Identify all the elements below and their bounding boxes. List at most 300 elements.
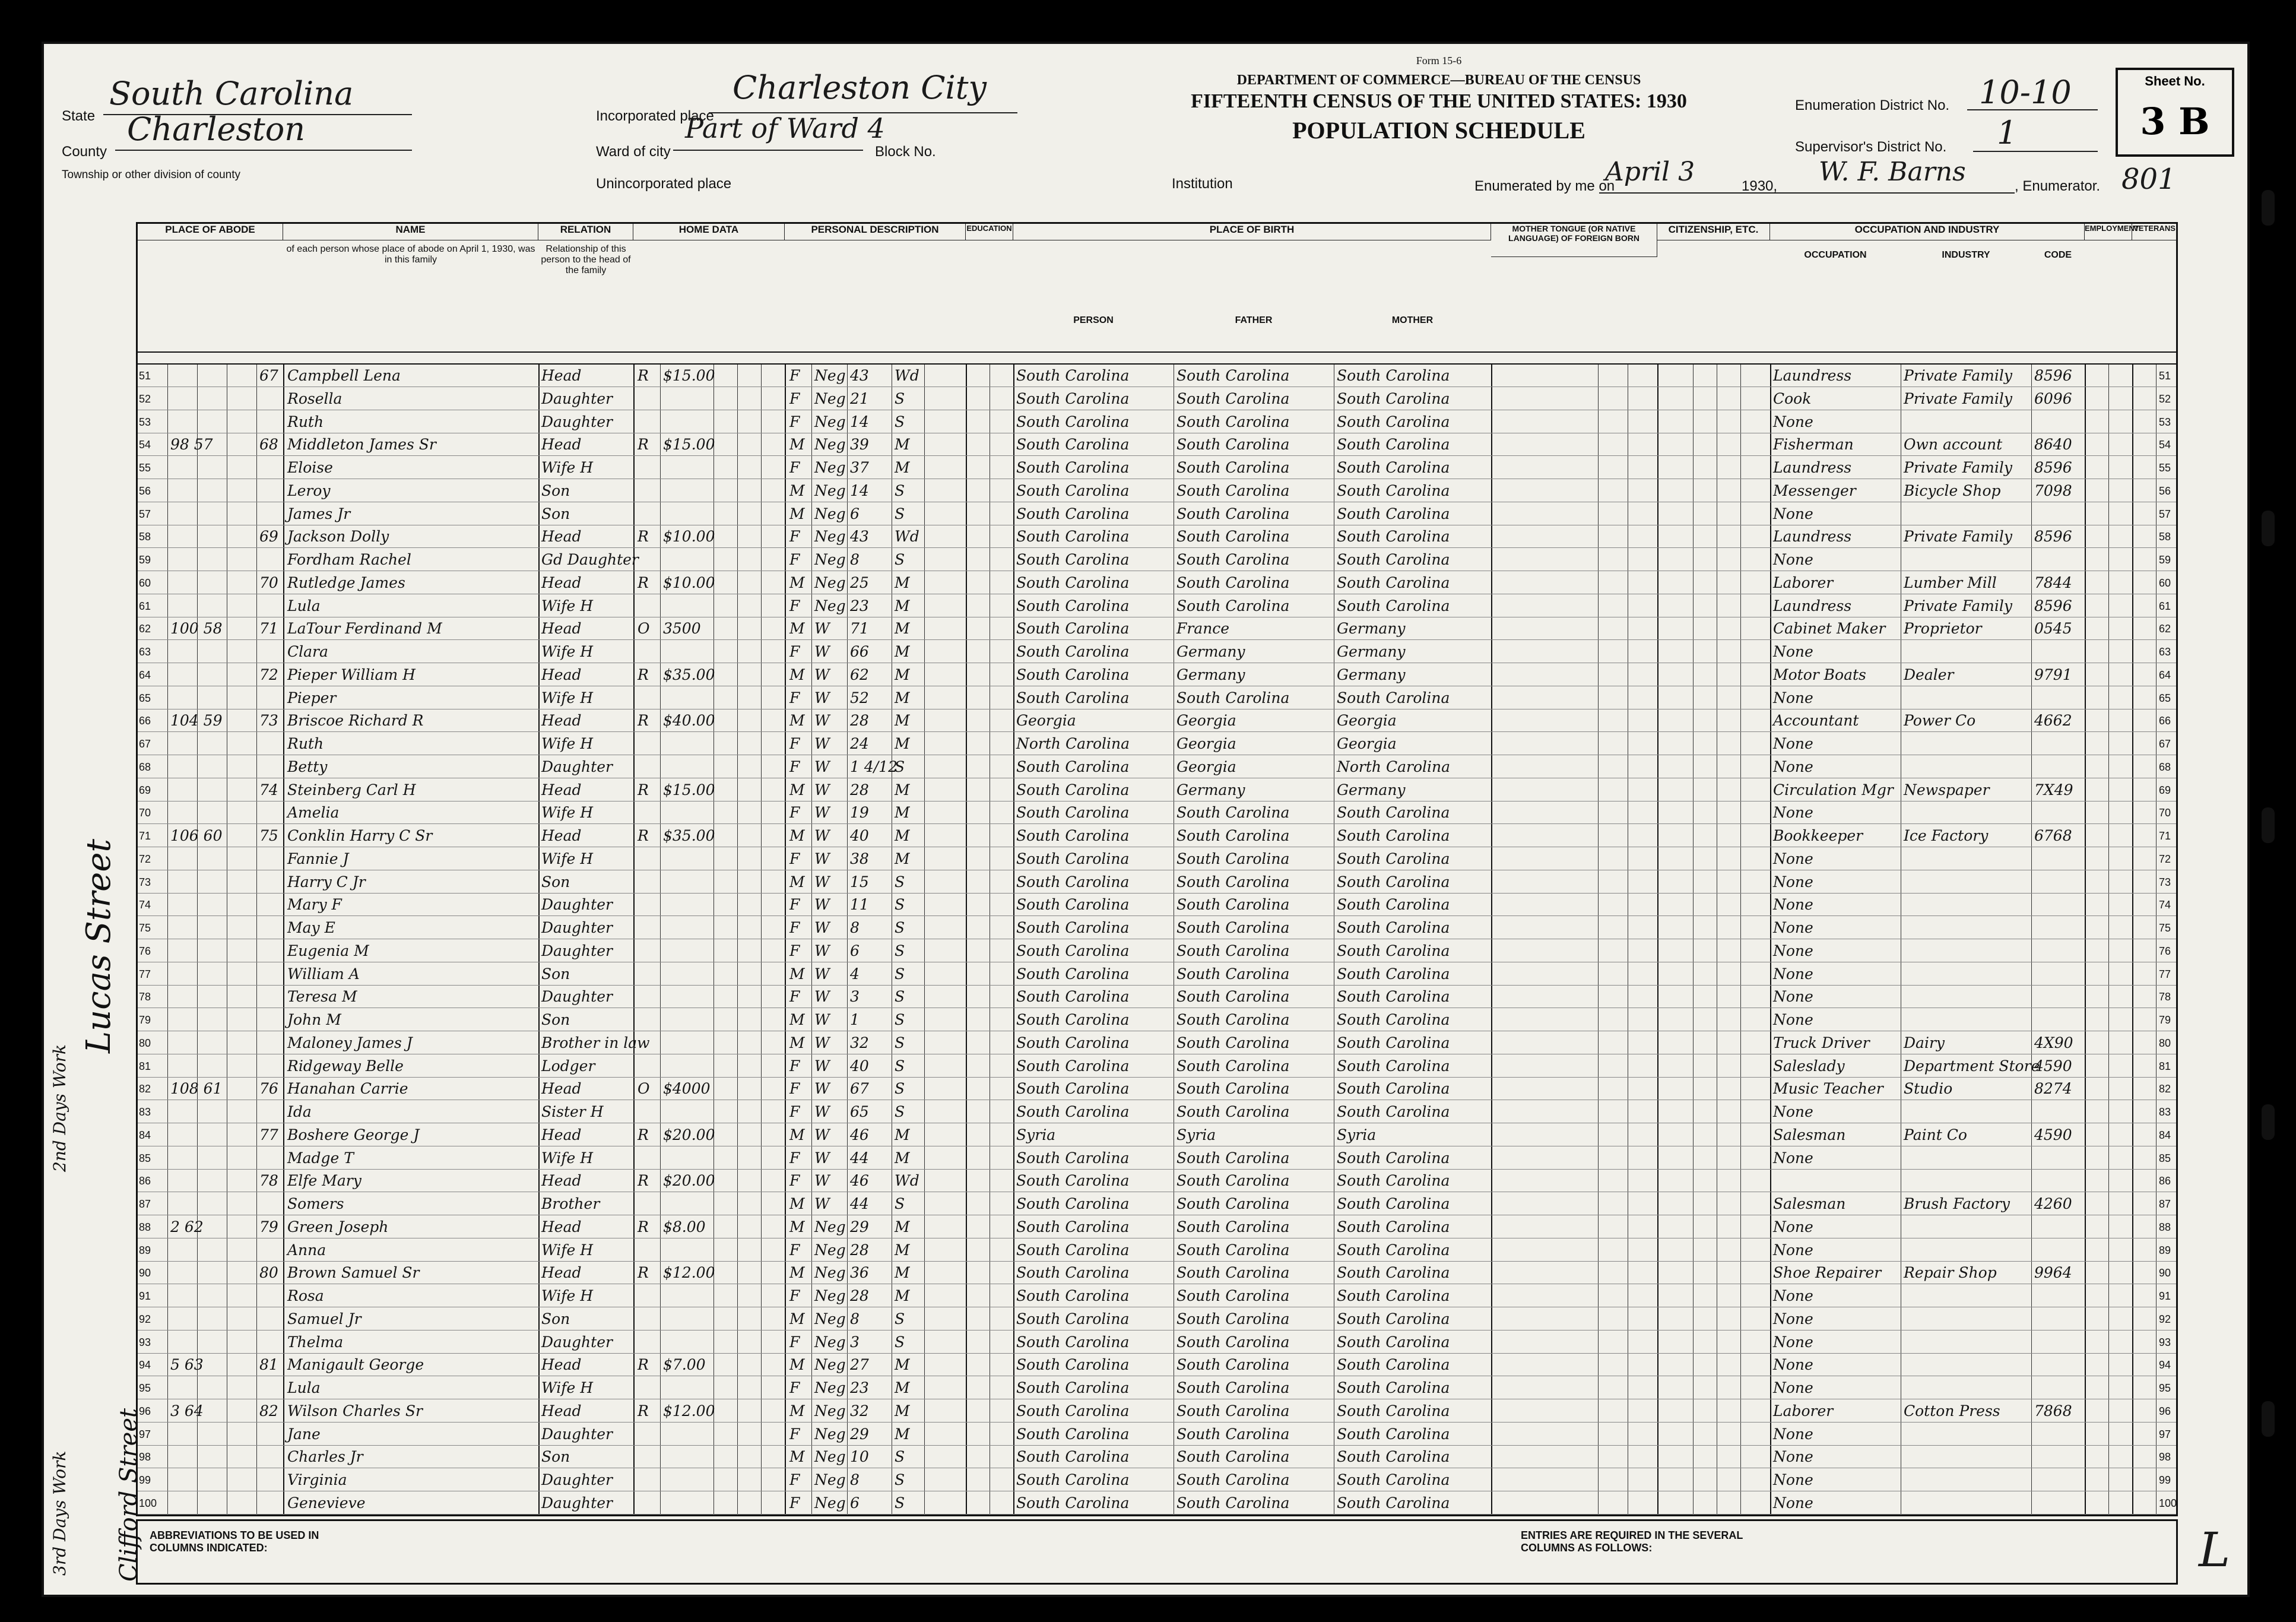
table-row	[138, 963, 2176, 986]
cell-n: 89	[139, 1244, 151, 1256]
cell-mar: S	[895, 758, 905, 775]
cell-ind: Brush Factory	[1904, 1195, 2010, 1212]
schedule-title: POPULATION SCHEDULE	[1292, 117, 1585, 144]
cell-n: 94	[139, 1359, 151, 1371]
cell-age: 8	[850, 1310, 860, 1328]
enumerated-date: April 3	[1605, 157, 1695, 187]
cell-name: Rosella	[287, 389, 343, 407]
cell-val: $40.00	[663, 712, 715, 730]
cell-fbp: South Carolina	[1176, 1425, 1290, 1443]
cell-race: W	[814, 1126, 830, 1143]
cell-race: W	[814, 1057, 830, 1075]
cell-bp: South Carolina	[1016, 1149, 1130, 1167]
cell-race: W	[814, 712, 830, 730]
cell-race: W	[814, 850, 830, 867]
cell-fbp: South Carolina	[1176, 896, 1290, 914]
cell-sex: M	[789, 1356, 805, 1374]
cell-sex: F	[789, 804, 800, 822]
cell-occ: None	[1773, 896, 1813, 914]
cell-code: 8596	[2034, 528, 2072, 546]
cell-race: Neg	[814, 1379, 846, 1396]
cell-n: 79	[139, 1014, 151, 1026]
cell-fam: 82	[259, 1402, 278, 1420]
cell-n: 71	[139, 830, 151, 842]
cell-bp: South Carolina	[1016, 620, 1130, 638]
cell-code: 4590	[2034, 1057, 2072, 1075]
cell-mar: M	[895, 1126, 910, 1143]
cell-mbp: South Carolina	[1337, 1379, 1450, 1396]
cell-fbp: South Carolina	[1176, 389, 1290, 407]
cell-fam: 79	[259, 1218, 278, 1235]
cell-sex: F	[789, 1287, 800, 1304]
cell-line-number-right: 54	[2159, 439, 2171, 451]
table-row	[138, 365, 2176, 387]
cell-line-number-right: 76	[2159, 945, 2171, 957]
cell-bp: South Carolina	[1016, 1471, 1130, 1488]
cell-race: W	[814, 1103, 830, 1120]
cell-mbp: South Carolina	[1337, 551, 1450, 568]
cell-fbp: South Carolina	[1176, 1149, 1290, 1167]
cell-fbp: South Carolina	[1176, 1011, 1290, 1028]
cell-n: 84	[139, 1129, 151, 1141]
cell-sex: F	[789, 1172, 800, 1190]
cell-sex: F	[789, 689, 800, 707]
cell-fbp: South Carolina	[1176, 1241, 1290, 1259]
cell-ind: Own account	[1904, 436, 2003, 454]
cell-n: 87	[139, 1198, 151, 1210]
cell-name: Ridgeway Belle	[287, 1057, 404, 1075]
cell-sex: M	[789, 1448, 805, 1466]
cell-code: 4590	[2034, 1126, 2072, 1143]
cell-mar: S	[895, 1080, 905, 1098]
cell-bp: South Carolina	[1016, 942, 1130, 959]
cell-rel: Head	[541, 1218, 582, 1235]
cell-line-number-right: 67	[2159, 738, 2171, 750]
cell-line-number-right: 81	[2159, 1060, 2171, 1072]
cell-n: 85	[139, 1152, 151, 1164]
cell-occ: Cabinet Maker	[1773, 620, 1886, 638]
cell-fbp: South Carolina	[1176, 1310, 1290, 1328]
cell-bp: Syria	[1016, 1126, 1056, 1143]
ward-value: Part of Ward 4	[685, 112, 885, 144]
cell-rel: Daughter	[541, 389, 613, 407]
cell-name: Pieper William H	[287, 666, 416, 683]
cell-own: R	[638, 367, 649, 384]
cell-name: Harry C Jr	[287, 873, 366, 891]
table-row	[138, 1308, 2176, 1330]
cell-race: W	[814, 804, 830, 822]
cell-line-number-right: 80	[2159, 1037, 2171, 1049]
cell-name: James Jr	[287, 505, 351, 522]
cell-name: Briscoe Richard R	[287, 712, 424, 730]
table-row	[138, 1170, 2176, 1192]
county-underline	[115, 150, 412, 151]
cell-mbp: South Carolina	[1337, 1356, 1450, 1374]
cell-sex: F	[789, 942, 800, 959]
cell-bp: South Carolina	[1016, 758, 1130, 775]
cell-code: 6096	[2034, 389, 2072, 407]
cell-occ: Cook	[1773, 389, 1812, 407]
enum-district-underline	[1967, 109, 2098, 110]
cell-race: Neg	[814, 1402, 846, 1420]
cell-name: Eugenia M	[287, 942, 369, 959]
cell-sex: F	[789, 1379, 800, 1396]
group-name: NAME	[283, 224, 538, 240]
cell-rel: Head	[541, 1080, 582, 1098]
cell-own: O	[638, 620, 650, 638]
cell-own: R	[638, 1356, 649, 1374]
cell-fbp: France	[1176, 620, 1230, 638]
cell-fbp: South Carolina	[1176, 1356, 1290, 1374]
cell-n: 78	[139, 991, 151, 1003]
cell-n: 92	[139, 1313, 151, 1325]
cell-name: Hanahan Carrie	[287, 1080, 408, 1098]
margin-note-2nd-day: 2nd Days Work	[50, 1044, 69, 1172]
cell-bp: South Carolina	[1016, 1057, 1130, 1075]
cell-rel: Head	[541, 574, 582, 591]
cell-fam: 80	[259, 1264, 278, 1282]
cell-sex: F	[789, 1080, 800, 1098]
cell-race: Neg	[814, 1471, 846, 1488]
cell-name: Lula	[287, 597, 321, 614]
cell-age: 23	[850, 1379, 869, 1396]
cell-val: $7.00	[663, 1356, 706, 1374]
cell-ind: Private Family	[1904, 528, 2012, 546]
cell-line-number-right: 86	[2159, 1175, 2171, 1187]
cell-age: 36	[850, 1264, 869, 1282]
cell-mar: M	[895, 620, 910, 638]
cell-dw: 100 58	[170, 620, 223, 638]
cell-mar: M	[895, 1149, 910, 1167]
cell-val: $20.00	[663, 1126, 715, 1143]
cell-bp: South Carolina	[1016, 574, 1130, 591]
cell-race: W	[814, 643, 830, 660]
cell-val: $35.00	[663, 666, 715, 683]
cell-occ: None	[1773, 505, 1813, 522]
cell-sex: F	[789, 597, 800, 614]
cell-line-number-right: 71	[2159, 830, 2171, 842]
cell-sex: F	[789, 1333, 800, 1351]
cell-line-number-right: 51	[2159, 370, 2171, 382]
cell-fbp: South Carolina	[1176, 1448, 1290, 1466]
cell-occ: Music Teacher	[1773, 1080, 1883, 1098]
cell-occ: Laundress	[1773, 459, 1852, 476]
cell-occ: None	[1773, 413, 1813, 430]
table-row	[138, 480, 2176, 502]
cell-fbp: South Carolina	[1176, 1287, 1290, 1304]
enum-district-value: 10-10	[1979, 74, 2072, 111]
cell-ind: Power Co	[1904, 712, 1976, 730]
cell-val: 3500	[663, 620, 701, 638]
cell-age: 11	[850, 896, 869, 914]
cell-age: 14	[850, 413, 869, 430]
cell-line-number-right: 100	[2159, 1497, 2177, 1509]
cell-name: Madge T	[287, 1149, 354, 1167]
cell-name: John M	[287, 1011, 341, 1028]
cell-occ: None	[1773, 551, 1813, 568]
group-home: HOME DATA	[633, 224, 785, 240]
cell-fam: 70	[259, 574, 278, 591]
cell-code: 4662	[2034, 712, 2072, 730]
cell-age: 4	[850, 965, 860, 983]
cell-mbp: South Carolina	[1337, 574, 1450, 591]
cell-mar: S	[895, 988, 905, 1006]
cell-sex: F	[789, 643, 800, 660]
cell-fbp: Georgia	[1176, 758, 1236, 775]
cell-code: 6768	[2034, 827, 2072, 844]
cell-own: R	[638, 528, 649, 546]
cell-occ: Shoe Repairer	[1773, 1264, 1882, 1282]
punch-hole	[2262, 511, 2275, 546]
cell-race: W	[814, 919, 830, 936]
cell-name: Ruth	[287, 413, 324, 430]
cell-name: Eloise	[287, 459, 333, 476]
table-row	[138, 457, 2176, 479]
cell-occ: Accountant	[1773, 712, 1859, 730]
cell-fbp: South Carolina	[1176, 367, 1290, 384]
cell-race: Neg	[814, 1241, 846, 1259]
cell-line-number-right: 52	[2159, 392, 2171, 405]
cell-ind: Repair Shop	[1904, 1264, 1997, 1282]
cell-mar: S	[895, 1471, 905, 1488]
cell-mar: S	[895, 873, 905, 891]
cell-line-number-right: 59	[2159, 554, 2171, 566]
cell-age: 38	[850, 850, 869, 867]
cell-n: 97	[139, 1428, 151, 1440]
cell-rel: Brother	[541, 1195, 600, 1212]
cell-val: $10.00	[663, 528, 715, 546]
state-label: State	[62, 108, 96, 124]
cell-own: R	[638, 574, 649, 591]
cell-fbp: Germany	[1176, 781, 1245, 799]
cell-n: 55	[139, 462, 151, 474]
table-row	[138, 917, 2176, 939]
cell-n: 96	[139, 1405, 151, 1417]
cell-age: 37	[850, 459, 869, 476]
cell-race: W	[814, 620, 830, 638]
cell-n: 90	[139, 1267, 151, 1279]
cell-bp: South Carolina	[1016, 528, 1130, 546]
cell-race: W	[814, 1172, 830, 1190]
table-row	[138, 894, 2176, 916]
table-row	[138, 1492, 2176, 1515]
enumerator-label: , Enumerator.	[2015, 178, 2101, 194]
cell-occ: None	[1773, 942, 1813, 959]
cell-name: Pieper	[287, 689, 337, 707]
cell-occ: None	[1773, 873, 1813, 891]
cell-sex: F	[789, 735, 800, 752]
cell-race: W	[814, 896, 830, 914]
cell-own: R	[638, 781, 649, 799]
cell-age: 44	[850, 1195, 869, 1212]
cell-bp: South Carolina	[1016, 827, 1130, 844]
cell-code: 7868	[2034, 1402, 2072, 1420]
group-veterans: VETERANS	[2132, 224, 2177, 240]
cell-race: Neg	[814, 1425, 846, 1443]
cell-occ: Salesman	[1773, 1195, 1846, 1212]
cell-ind: Bicycle Shop	[1904, 481, 2001, 499]
cell-fbp: South Carolina	[1176, 1494, 1290, 1512]
cell-fbp: South Carolina	[1176, 1333, 1290, 1351]
cell-fam: 81	[259, 1356, 278, 1374]
cell-sex: F	[789, 988, 800, 1006]
table-row	[138, 1446, 2176, 1468]
cell-name: Fordham Rachel	[287, 551, 411, 568]
cell-name: May E	[287, 919, 335, 936]
cell-mbp: South Carolina	[1337, 1195, 1450, 1212]
cell-fbp: South Carolina	[1176, 1379, 1290, 1396]
cell-own: R	[638, 1402, 649, 1420]
cell-line-number-right: 95	[2159, 1382, 2171, 1394]
cell-bp: South Carolina	[1016, 505, 1130, 522]
cell-sex: M	[789, 1126, 805, 1143]
cell-ind: Private Family	[1904, 367, 2012, 384]
table-row	[138, 595, 2176, 617]
cell-bp: South Carolina	[1016, 1241, 1130, 1259]
cell-ind: Private Family	[1904, 459, 2012, 476]
cell-mar: S	[895, 1011, 905, 1028]
cell-rel: Daughter	[541, 919, 613, 936]
cell-name: Green Joseph	[287, 1218, 389, 1235]
cell-dw: 5 63	[170, 1356, 204, 1374]
cell-ind: Cotton Press	[1904, 1402, 2000, 1420]
cell-age: 40	[850, 1057, 869, 1075]
cell-sex: F	[789, 896, 800, 914]
cell-race: Neg	[814, 367, 846, 384]
cell-line-number-right: 79	[2159, 1014, 2171, 1026]
cell-line-number-right: 55	[2159, 462, 2171, 474]
cell-name: Betty	[287, 758, 328, 775]
cell-fbp: Syria	[1176, 1126, 1216, 1143]
cell-race: W	[814, 873, 830, 891]
cell-fam: 67	[259, 367, 278, 384]
cell-sex: M	[789, 873, 805, 891]
cell-ind: Private Family	[1904, 389, 2012, 407]
cell-occ: None	[1773, 1379, 1813, 1396]
cell-bp: South Carolina	[1016, 1080, 1130, 1098]
cell-rel: Brother in law	[541, 1034, 650, 1051]
cell-fam: 75	[259, 827, 278, 844]
cell-fbp: South Carolina	[1176, 1034, 1290, 1051]
occupation-header: OCCUPATION	[1804, 250, 1867, 260]
cell-n: 91	[139, 1290, 151, 1302]
cell-mar: M	[895, 689, 910, 707]
cell-rel: Son	[541, 505, 570, 522]
cell-rel: Daughter	[541, 988, 613, 1006]
cell-mbp: South Carolina	[1337, 988, 1450, 1006]
cell-rel: Daughter	[541, 1494, 613, 1512]
cell-race: Neg	[814, 1264, 846, 1282]
cell-mar: S	[895, 919, 905, 936]
cell-age: 8	[850, 919, 860, 936]
cell-mbp: South Carolina	[1337, 1057, 1450, 1075]
cell-n: 73	[139, 876, 151, 888]
cell-mbp: South Carolina	[1337, 1494, 1450, 1512]
cell-name: Manigault George	[287, 1356, 424, 1374]
cell-mar: M	[895, 804, 910, 822]
cell-race: Neg	[814, 528, 846, 546]
cell-mar: Wd	[895, 1172, 919, 1190]
cell-n: 54	[139, 439, 151, 451]
cell-fbp: South Carolina	[1176, 873, 1290, 891]
cell-sex: F	[789, 1425, 800, 1443]
cell-code: 4260	[2034, 1195, 2072, 1212]
cell-mar: M	[895, 459, 910, 476]
cell-code: 8596	[2034, 367, 2072, 384]
cell-bp: South Carolina	[1016, 919, 1130, 936]
cell-rel: Head	[541, 781, 582, 799]
cell-mbp: South Carolina	[1337, 1011, 1450, 1028]
cell-mar: S	[895, 896, 905, 914]
cell-sex: F	[789, 1103, 800, 1120]
cell-mar: M	[895, 1356, 910, 1374]
cell-n: 74	[139, 899, 151, 911]
cell-line-number-right: 90	[2159, 1267, 2171, 1279]
cell-bp: South Carolina	[1016, 1011, 1130, 1028]
cell-mbp: South Carolina	[1337, 481, 1450, 499]
cell-fbp: South Carolina	[1176, 919, 1290, 936]
table-row	[138, 848, 2176, 870]
cell-mar: S	[895, 389, 905, 407]
cell-sex: M	[789, 666, 805, 683]
cell-sex: F	[789, 551, 800, 568]
group-abode: PLACE OF ABODE	[138, 224, 283, 240]
table-row	[138, 1193, 2176, 1215]
cell-n: 66	[139, 715, 151, 727]
cell-n: 88	[139, 1221, 151, 1233]
cell-occ: None	[1773, 735, 1813, 752]
column-number-strip	[138, 351, 2176, 365]
cell-rel: Daughter	[541, 896, 613, 914]
cell-mbp: South Carolina	[1337, 1264, 1450, 1282]
cell-mar: M	[895, 1218, 910, 1235]
cell-mbp: South Carolina	[1337, 505, 1450, 522]
cell-line-number-right: 66	[2159, 715, 2171, 727]
cell-name: Mary F	[287, 896, 342, 914]
cell-fbp: South Carolina	[1176, 1218, 1290, 1235]
township-label: Township or other division of county	[62, 169, 240, 181]
cell-race: Neg	[814, 413, 846, 430]
cell-code: 8640	[2034, 436, 2072, 454]
cell-fbp: South Carolina	[1176, 413, 1290, 430]
cell-race: Neg	[814, 551, 846, 568]
cell-rel: Wife H	[541, 689, 594, 707]
cell-rel: Daughter	[541, 1425, 613, 1443]
cell-fbp: South Carolina	[1176, 965, 1290, 983]
corner-mark: L	[2199, 1522, 2231, 1577]
cell-mbp: South Carolina	[1337, 1218, 1450, 1235]
cell-own: R	[638, 436, 649, 454]
cell-sex: M	[789, 574, 805, 591]
cell-name: LaTour Ferdinand M	[287, 620, 442, 638]
cell-bp: South Carolina	[1016, 643, 1130, 660]
cell-sex: F	[789, 367, 800, 384]
cell-name: Steinberg Carl H	[287, 781, 416, 799]
cell-occ: None	[1773, 1149, 1813, 1167]
cell-race: W	[814, 827, 830, 844]
cell-bp: South Carolina	[1016, 1218, 1130, 1235]
cell-occ: None	[1773, 1011, 1813, 1028]
cell-n: 53	[139, 416, 151, 428]
cell-mbp: South Carolina	[1337, 1333, 1450, 1351]
cell-occ: Bookkeeper	[1773, 827, 1863, 844]
cell-name: Genevieve	[287, 1494, 366, 1512]
cell-sex: M	[789, 436, 805, 454]
margin-street-name: Lucas Street	[80, 839, 118, 1053]
cell-mar: S	[895, 1103, 905, 1120]
table-row	[138, 388, 2176, 410]
cell-mar: M	[895, 643, 910, 660]
